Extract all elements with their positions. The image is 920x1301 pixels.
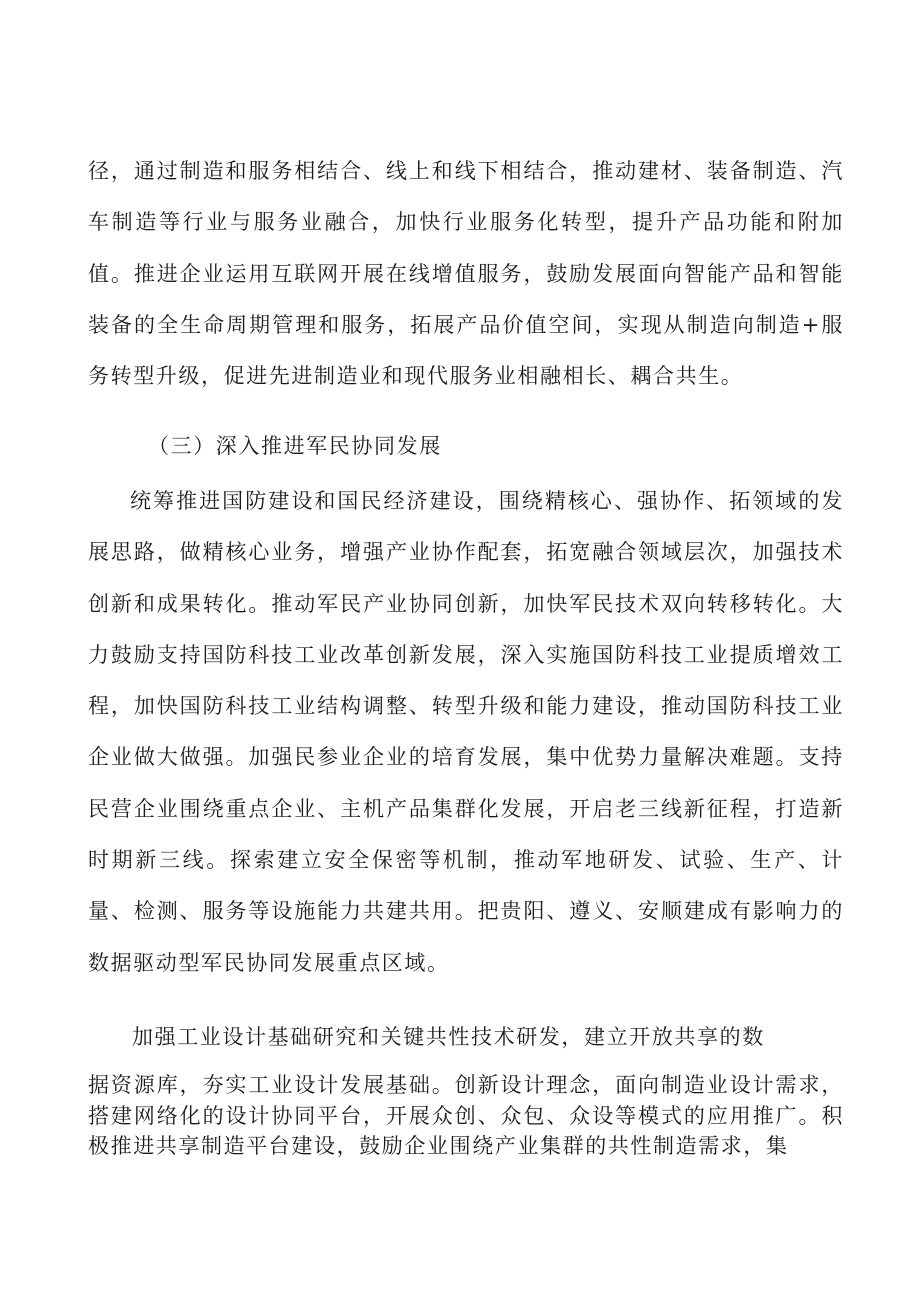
body-paragraph-shared-manufacturing: 据资源库，夯实工业设计发展基础。创新设计理念，面向制造业设计需求，搭建网络化的设计协同平台，开展众创、众包、众设等模式的应用推广。积极推进共享制造平台建设，鼓励企业围绕产业集群的共性制造需求，集 [88,1073,844,1158]
section-heading: （三）深入推进军民协同发展 [148,434,442,458]
body-paragraph-military-civil: 统筹推进国防建设和国民经济建设，围绕精核心、强协作、拓领域的发展思路，做精核心业务，增强产业协作配套，拓宽融合领域层次，加强技术创新和成果转化。推动军民产业协同创新，加快军民技术双向转移转化。大力鼓励支持国防科技工业改革创新发展，深入实施国防科技工业提质增效工程，加快国防科技工业结构调整、转型升级和能力建设，推动国防科技工业企业做大做强。加强民参业企业的培育发展，集中优势力量解决难题。支持民营企业围绕重点企业、主机产品集群化发展，开启老三线新征程，打造新时期新三线。探索建立安全保密等机制，推动军地研发、试验、生产、计量、检测、服务等设施能力共建共用。把贵阳、遵义、安顺建成有影响力的数据驱动型军民协同发展重点区域。 [88,489,844,975]
body-paragraph-industrial-design: 加强工业设计基础研究和关键共性技术研发，建立开放共享的数 [132,1025,765,1049]
body-paragraph-service-transformation: 径，通过制造和服务相结合、线上和线下相结合，推动建材、装备制造、汽车制造等行业与服务业融合，加快行业服务化转型，提升产品功能和附加值。推进企业运用互联网开展在线增值服务，鼓励发展面向智能产品和智能装备的全生命周期管理和服务，拓展产品价值空间，实现从制造向制造+服务转型升级，促进先进制造业和现代服务业相融相长、耦合共生。 [88,159,844,389]
